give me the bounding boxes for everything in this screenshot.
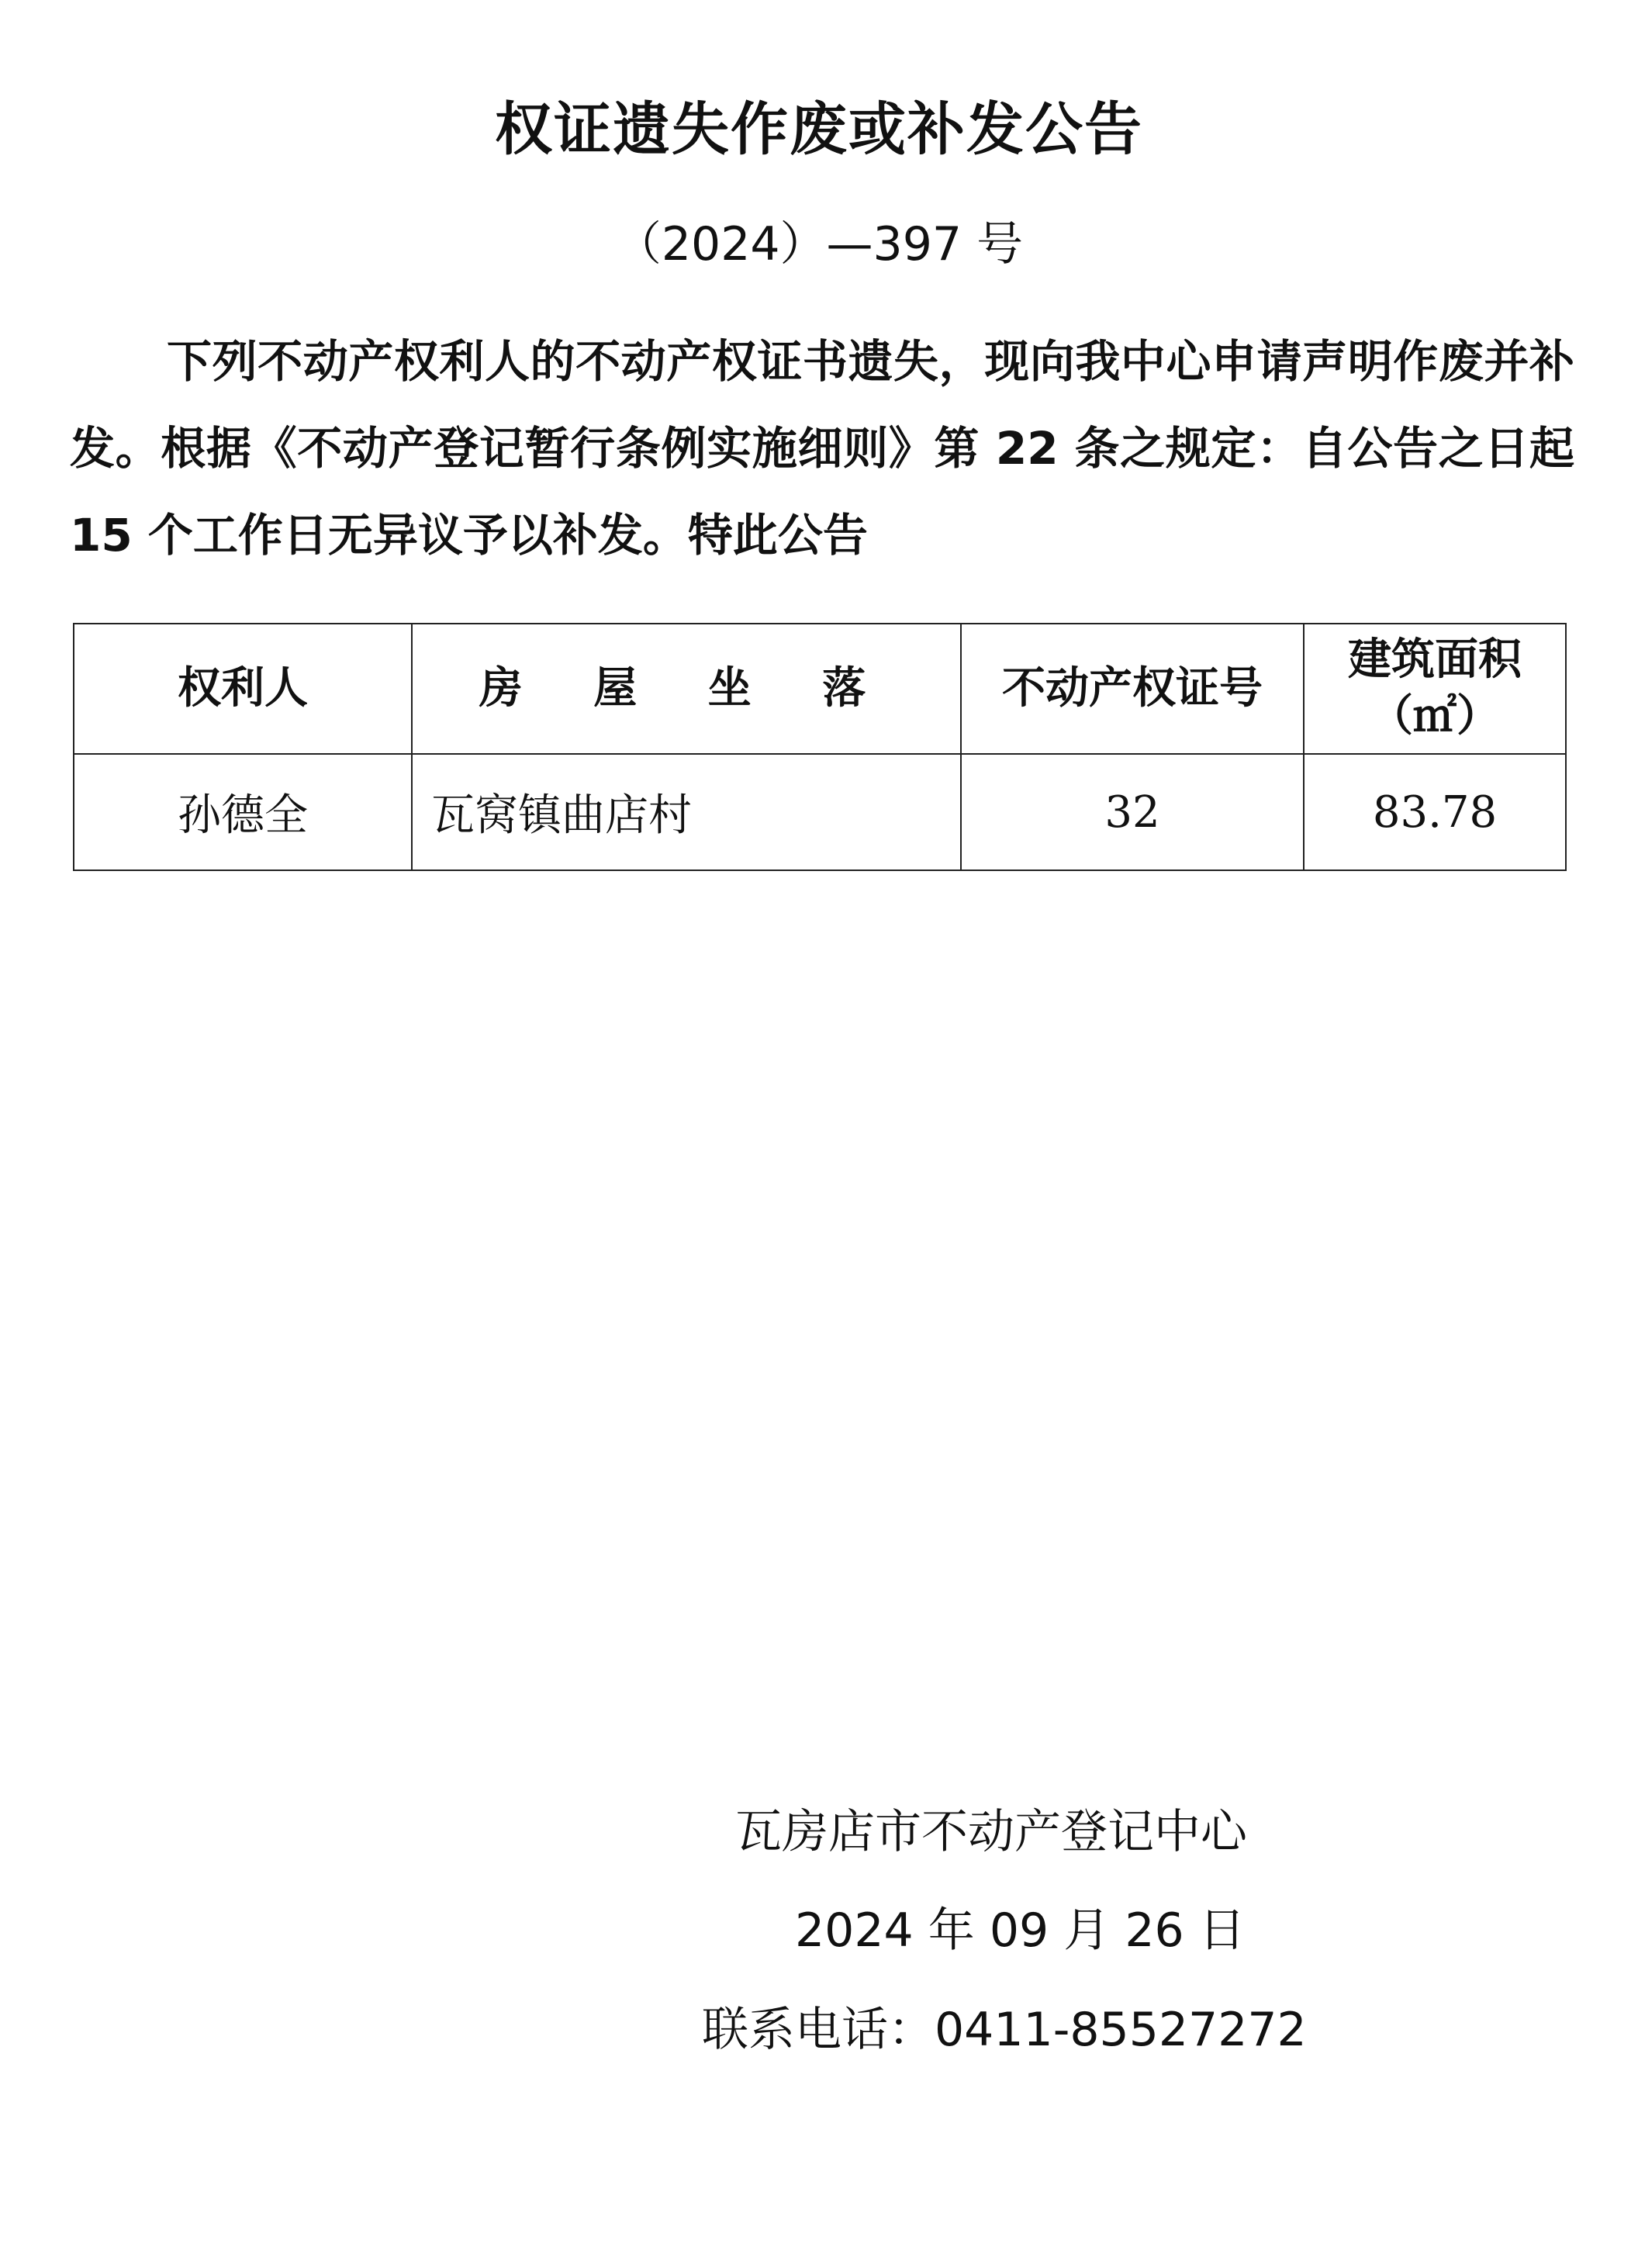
issue-date: 2024 年 09 月 26 日	[795, 1903, 1246, 1958]
cell-location: 瓦窝镇曲店村	[412, 754, 961, 870]
header-holder: 权利人	[74, 624, 412, 754]
table-header-row	[74, 624, 1566, 754]
cell-cert-no: 32	[961, 754, 1304, 870]
cell-area: 83.78	[1304, 754, 1566, 870]
notice-title: 权证遗失作废或补发公告	[495, 96, 1143, 163]
header-area-unit: （㎡）	[1370, 691, 1500, 742]
notice-number: （2024）—397 号	[614, 217, 1024, 271]
issuing-organization: 瓦房店市不动产登记中心	[735, 1805, 1247, 1859]
notice-body: 下列不动产权利人的不动产权证书遗失，现向我中心申请声明作废并补发。根据《不动产登记暂行条例实施细则》第 22 条之规定：自公告之日起 15 个工作日无异议予以补发。特此公告	[70, 335, 1574, 562]
records-table	[73, 623, 1567, 871]
cell-holder: 孙德全	[74, 754, 412, 870]
header-cert-no: 不动产权证号	[961, 624, 1304, 754]
header-area	[1304, 624, 1566, 754]
table-row	[74, 754, 1566, 870]
header-area-label: 建筑面积	[1348, 634, 1522, 686]
header-location: 房 屋 坐 落	[412, 624, 961, 754]
contact-phone: 联系电话：0411-85527272	[702, 2003, 1307, 2057]
